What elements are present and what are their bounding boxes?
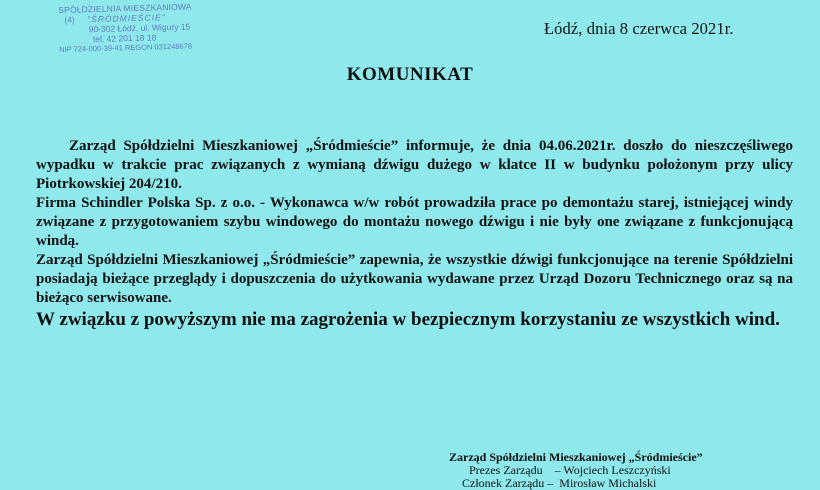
stamp-phone: tel. 42 201 18 18 bbox=[92, 32, 157, 45]
signature-board-member: Członek Zarządu – Mirosław Michalski bbox=[462, 476, 657, 490]
stamp-line-name: SPÓŁDZIELNIA MIESZKANIOWA bbox=[58, 1, 192, 15]
paragraph-accident-info: Zarząd Spółdzielni Mieszkaniowej „Śródmieście” informuje, że dnia 04.06.2021r. doszło do nieszczęśliwego wypadku w trakcie prac związanych z wymianą dźwigu dużego w klatce II w budynku położonym przy ulicy Piotrkowskiej 204/210. bbox=[36, 138, 793, 192]
document-date: Łódź, dnia 8 czerwca 2021r. bbox=[544, 19, 734, 38]
signature-board-name: Zarząd Spółdzielni Mieszkaniowej „Śródmieście” bbox=[449, 450, 703, 464]
stamp-short-name: "ŚRÓDMIEŚCIE" bbox=[87, 12, 166, 25]
paragraph-contractor-info: Firma Schindler Polska Sp. z o.o. - Wykonawca w/w robót prowadziła prace po demontażu starej, istniejącej windy związane z przygotowaniem szybu windowego do montażu nowego dźwigu i nie były one związane z funkcjonującą windą. bbox=[36, 195, 793, 249]
document-title: KOMUNIKAT bbox=[346, 64, 474, 85]
stamp-tax-ids: NIP 724-000-39-41 REGON 031248678 bbox=[59, 41, 193, 54]
signature-president: Prezes Zarządu – Wojciech Leszczyński bbox=[469, 463, 671, 477]
paragraph-safety-statement: W związku z powyższym nie ma zagrożenia w bezpiecznym korzystaniu ze wszystkich wind. bbox=[36, 309, 780, 330]
stamp-number: (4) bbox=[64, 14, 75, 25]
announcement-body bbox=[36, 137, 793, 332]
cooperative-stamp bbox=[58, 2, 193, 55]
signature-block bbox=[449, 451, 703, 490]
paragraph-elevator-inspections: Zarząd Spółdzielni Mieszkaniowej „Śródmieście” zapewnia, że wszystkie dźwigi funkcjonujące na terenie Spółdzielni posiadają bieżące przeglądy i dopuszczenia do użytkowania wydawane przez Urząd Dozoru Technicznego oraz są na bieżąco serwisowane. bbox=[36, 252, 793, 306]
stamp-address: 90-302 Łódź, ul. Wigury 15 bbox=[88, 21, 191, 35]
